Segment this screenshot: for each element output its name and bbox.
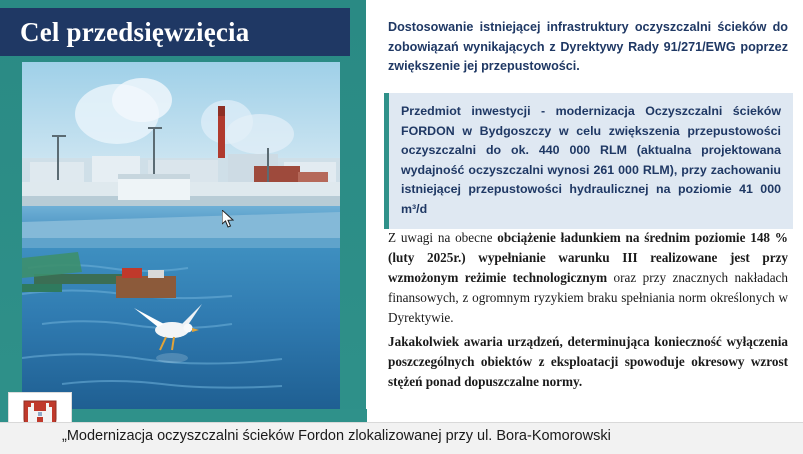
body-text: [388, 228, 788, 397]
callout-paragraph: Przedmiot inwestycji - modernizacja Oczyszczalni ścieków FORDON w Bydgoszczy w celu zwiększenia przepustowości oczyszczalni do ok. 440 000 RLM (aktualna projektowana wydajność oczyszczalni wynosi 261 000 RLM), przy zachowaniu istniejącej przepustowości hydraulicznej na poziomie 41 000 m³/d: [401, 104, 781, 216]
page-title: Cel przedsięwzięcia: [20, 16, 250, 47]
title-banner: [0, 8, 350, 56]
body-p1-part1: Z uwagi na obecne: [388, 230, 498, 245]
wastewater-plant-photo: [22, 62, 340, 409]
left-panel: [0, 0, 366, 454]
mouse-cursor-icon: [222, 210, 234, 228]
body-paragraph-2: Jakakolwiek awaria urządzeń, determinująca konieczność wyłączenia poszczególnych obiektów z eksploatacji spowoduje okresowy wzrost stężeń ponad dopuszczalne normy.: [388, 334, 788, 390]
intro-paragraph: Dostosowanie istniejącej infrastruktury oczyszczalni ścieków do zobowiązań wynikających z Dyrektywy Rady 91/271/EWG poprzez zwiększenie jej przepustowości.: [388, 20, 788, 74]
body-paragraph-1: [388, 228, 788, 328]
body-p1-part2: oraz przy znacznych nakładach finansowych, z ogromnym ryzykiem braku spełniania norm określonych w Dyrektywie.: [388, 270, 788, 326]
slide-caption: „Modernizacja oczyszczalni ścieków Fordon zlokalizowanej przy ul. Bora-Komorowski: [62, 428, 611, 444]
bottom-caption-bar: [0, 422, 803, 454]
green-accent-strip: [72, 409, 367, 423]
body-p1-bold: obciążenie ładunkiem na średnim poziomie 148 % (luty 2025r.) wypełnianie warunku III realizowane jest przy wzmożonym reżimie technologicznym: [388, 230, 788, 286]
right-content: [374, 0, 803, 454]
callout-box: [384, 93, 793, 229]
